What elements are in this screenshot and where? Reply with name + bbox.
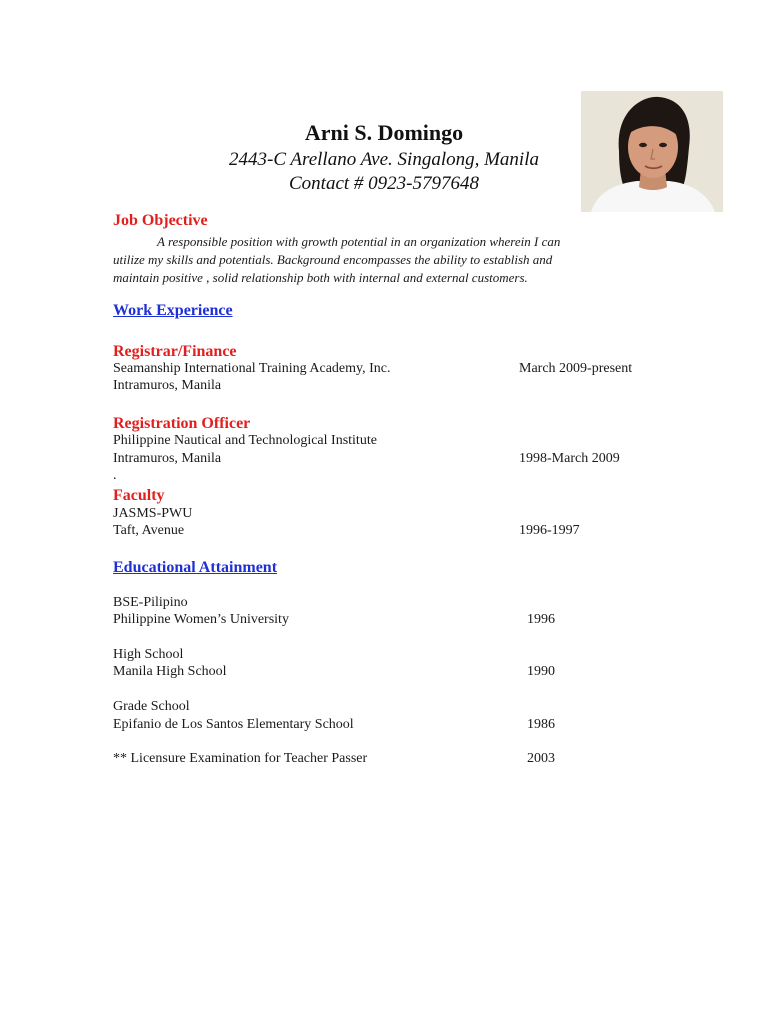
person-photo-icon [581,91,723,212]
license-note: ** Licensure Examination for Teacher Passer [113,751,368,766]
education-year: 1996 [527,612,555,627]
objective-heading: Job Objective [113,212,208,229]
education-school: Manila High School [113,664,227,679]
applicant-address: 2443-C Arellano Ave. Singalong, Manila [229,149,539,170]
education-level: Grade School [113,699,190,714]
work-experience-heading: Work Experience [113,302,233,319]
job-organization: Philippine Nautical and Technological Institute [113,433,377,448]
job-dates: 1996-1997 [519,523,580,538]
job-dates: 1998-March 2009 [519,451,620,466]
job-location: Taft, Avenue [113,523,185,538]
applicant-name: Arni S. Domingo [304,120,464,145]
job-organization: Seamanship International Training Academy, Inc. [113,361,391,376]
objective-line: maintain positive , solid relationship both with internal and external customers. [113,270,528,285]
education-school: Philippine Women’s University [113,612,289,627]
job-organization: JASMS-PWU [113,506,193,521]
objective-text [113,233,633,287]
job-title: Faculty [113,487,165,504]
license-year: 2003 [527,751,555,766]
job-title: Registration Officer [113,415,251,432]
job-title: Registrar/Finance [113,343,237,360]
education-heading: Educational Attainment [113,559,278,576]
education-year: 1986 [527,717,555,732]
stray-period: . [113,468,117,483]
objective-line: A responsible position with growth potential in an organization wherein I can [157,234,561,249]
job-location: Intramuros, Manila [113,378,222,393]
objective-line: utilize my skills and potentials. Background encompasses the ability to establish and [113,252,553,267]
education-level: BSE-Pilipino [113,595,188,610]
applicant-contact: Contact # 0923-5797648 [289,173,479,194]
job-dates: March 2009-present [519,361,633,376]
education-year: 1990 [527,664,555,679]
education-level: High School [113,647,184,662]
education-school: Epifanio de Los Santos Elementary School [113,717,354,732]
job-location: Intramuros, Manila [113,451,222,466]
